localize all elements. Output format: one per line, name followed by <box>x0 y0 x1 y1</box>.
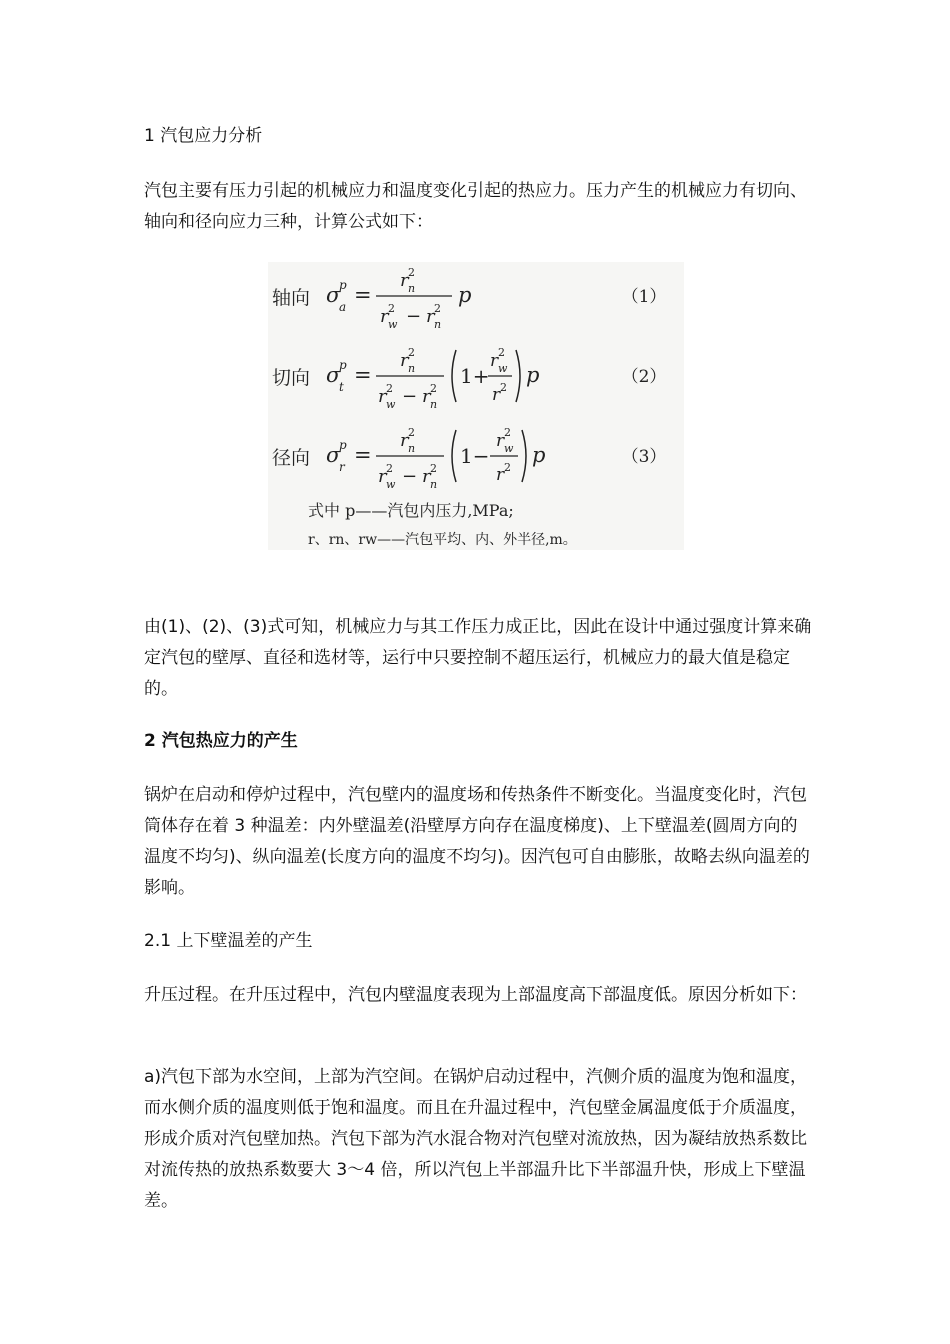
svg-text:2: 2 <box>434 302 441 315</box>
svg-text:2: 2 <box>388 302 395 315</box>
svg-text:1−: 1− <box>460 444 490 468</box>
svg-text:n: n <box>408 442 416 455</box>
svg-text:r: r <box>339 460 345 474</box>
svg-text:p: p <box>532 443 546 467</box>
svg-text:2: 2 <box>504 461 511 474</box>
svg-text:r: r <box>496 431 505 451</box>
svg-text:w: w <box>388 318 398 331</box>
svg-text:r: r <box>378 386 387 407</box>
eq1-label: 轴向 <box>272 287 311 309</box>
svg-text:r: r <box>400 270 409 291</box>
section-2-paragraph: 锅炉在启动和停炉过程中，汽包壁内的温度场和传热条件不断变化。当温度变化时，汽包筒体存在着 3 种温差：内外壁温差(沿壁厚方向存在温度梯度)、上下壁温差(圆周方向的温度不均匀)、纵向温差(长度方向的温度不均匀)。因汽包可自由膨胀，故略去纵向温差的影响。 <box>144 785 810 898</box>
svg-text:r: r <box>490 351 499 371</box>
svg-text:−: − <box>402 466 418 487</box>
section-2-1-paragraph-2: a)汽包下部为水空间，上部为汽空间。在锅炉启动过程中，汽侧介质的温度为饱和温度，而水侧介质的温度则低于饱和温度。而且在升温过程中，汽包壁金属温度低于介质温度，形成介质对汽包壁加热。汽包下部为汽水混合物对汽包壁对流放热，因为凝结放热系数比对流传热的放热系数要大 3～4 倍，所以汽包上半部温升比下半部温升快，形成上下壁温差。 <box>144 1067 808 1211</box>
svg-text:σ: σ <box>326 283 341 307</box>
svg-text:n: n <box>430 478 438 491</box>
svg-text:n: n <box>434 318 442 331</box>
svg-text:2: 2 <box>498 346 505 359</box>
svg-text:p: p <box>339 438 347 452</box>
svg-text:r: r <box>426 306 435 327</box>
svg-text:t: t <box>339 380 344 394</box>
eq3-label: 径向 <box>272 447 311 469</box>
svg-text:w: w <box>386 398 396 411</box>
svg-text:2: 2 <box>500 381 507 394</box>
svg-text:1+: 1+ <box>460 364 490 388</box>
svg-text:r: r <box>492 385 501 405</box>
svg-text:−: − <box>402 386 418 407</box>
svg-text:=: = <box>354 283 372 307</box>
svg-text:r: r <box>422 386 431 407</box>
svg-text:w: w <box>386 478 396 491</box>
equation-tangential <box>272 346 666 411</box>
section-1-title: 1 汽包应力分析 <box>144 126 263 146</box>
stress-formula-figure <box>268 262 684 550</box>
svg-text:σ: σ <box>326 363 341 387</box>
svg-text:r: r <box>400 350 409 371</box>
section-2-1-paragraph-1: 升压过程。在升压过程中，汽包内壁温度表现为上部温度高下部温度低。原因分析如下： <box>144 985 807 1005</box>
section-1-conclusion: 由(1)、(2)、(3)式可知，机械应力与其工作压力成正比，因此在设计中通过强度计算来确定汽包的壁厚、直径和选材等，运行中只要控制不超压运行，机械应力的最大值是稳定的。 <box>144 617 812 699</box>
svg-text:w: w <box>498 362 508 375</box>
svg-text:2: 2 <box>408 426 415 439</box>
svg-text:−: − <box>406 306 422 327</box>
svg-text:r: r <box>422 466 431 487</box>
section-2-title: 2 汽包热应力的产生 <box>144 731 298 751</box>
svg-text:r: r <box>496 465 505 485</box>
eq2-label: 切向 <box>272 367 311 389</box>
svg-text:2: 2 <box>504 426 511 439</box>
svg-text:r: r <box>378 466 387 487</box>
section-1-paragraph: 汽包主要有压力引起的机械应力和温度变化引起的热应力。压力产生的机械应力有切向、轴向和径向应力三种，计算公式如下： <box>144 181 807 232</box>
svg-text:r: r <box>380 306 389 327</box>
svg-text:2: 2 <box>408 266 415 279</box>
svg-text:p: p <box>339 358 347 372</box>
equation-axial <box>272 266 666 331</box>
svg-text:σ: σ <box>326 443 341 467</box>
eq3-number: （3） <box>621 447 667 467</box>
svg-text:r: r <box>400 430 409 451</box>
svg-text:p: p <box>526 363 540 387</box>
svg-text:2: 2 <box>408 346 415 359</box>
svg-text:2: 2 <box>430 382 437 395</box>
eq2-number: （2） <box>621 367 667 387</box>
svg-text:n: n <box>430 398 438 411</box>
equation-radial <box>272 426 666 491</box>
svg-text:=: = <box>354 363 372 387</box>
svg-text:n: n <box>408 282 416 295</box>
formula-note-pressure: 式中 p——汽包内压力,MPa; <box>308 501 514 520</box>
svg-text:w: w <box>504 442 514 455</box>
svg-text:=: = <box>354 443 372 467</box>
section-2-1-title: 2.1 上下壁温差的产生 <box>144 931 313 951</box>
svg-text:a: a <box>339 300 347 314</box>
svg-text:2: 2 <box>430 462 437 475</box>
svg-text:2: 2 <box>386 462 393 475</box>
formula-note-radius: r、rn、rw——汽包平均、内、外半径,m。 <box>308 532 577 548</box>
svg-text:2: 2 <box>386 382 393 395</box>
svg-text:n: n <box>408 362 416 375</box>
svg-text:p: p <box>458 283 472 307</box>
eq1-number: （1） <box>621 287 667 307</box>
svg-text:p: p <box>339 278 347 292</box>
